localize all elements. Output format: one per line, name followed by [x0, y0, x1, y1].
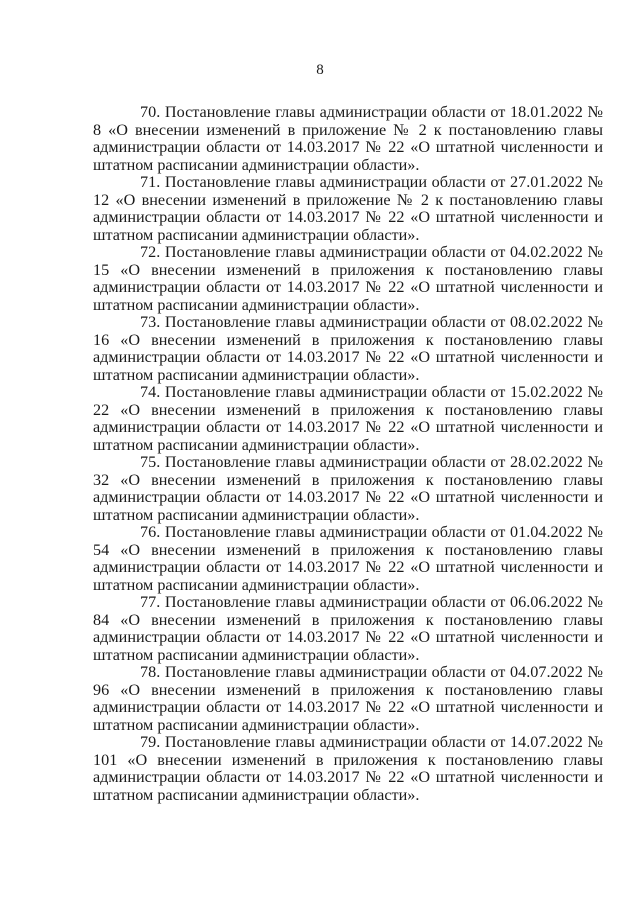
list-item: 75. Постановление главы администрации области от 28.02.2022 № 32 «О внесении изменений в приложения к постановлению главы администрации области от 14.03.2017 № 22 «О штатной численности и штатном расписании администрации области».: [93, 453, 603, 524]
list-item: 70. Постановление главы администрации области от 18.01.2022 № 8 «О внесении изменений в приложение № 2 к постановлению главы администрации области от 14.03.2017 № 22 «О штатной численности и штатном расписании администрации области».: [93, 103, 603, 174]
resolution-list: [93, 104, 603, 804]
list-item: 71. Постановление главы администрации области от 27.01.2022 № 12 «О внесении изменений в приложение № 2 к постановлению главы администрации области от 14.03.2017 № 22 «О штатной численности и штатном расписании администрации области».: [93, 173, 603, 244]
page-number: 8: [316, 62, 324, 78]
list-item: 78. Постановление главы администрации области от 04.07.2022 № 96 «О внесении изменений в приложения к постановлению главы администрации области от 14.03.2017 № 22 «О штатной численности и штатном расписании администрации области».: [93, 663, 603, 734]
list-item: 74. Постановление главы администрации области от 15.02.2022 № 22 «О внесении изменений в приложения к постановлению главы администрации области от 14.03.2017 № 22 «О штатной численности и штатном расписании администрации области».: [93, 383, 603, 454]
list-item: 77. Постановление главы администрации области от 06.06.2022 № 84 «О внесении изменений в приложения к постановлению главы администрации области от 14.03.2017 № 22 «О штатной численности и штатном расписании администрации области».: [93, 593, 603, 664]
list-item: 79. Постановление главы администрации области от 14.07.2022 № 101 «О внесении изменений в приложения к постановлению главы администрации области от 14.03.2017 № 22 «О штатной численности и штатном расписании администрации области».: [93, 733, 603, 804]
list-item: 76. Постановление главы администрации области от 01.04.2022 № 54 «О внесении изменений в приложения к постановлению главы администрации области от 14.03.2017 № 22 «О штатной численности и штатном расписании администрации области».: [93, 523, 603, 594]
list-item: 73. Постановление главы администрации области от 08.02.2022 № 16 «О внесении изменений в приложения к постановлению главы администрации области от 14.03.2017 № 22 «О штатной численности и штатном расписании администрации области».: [93, 313, 603, 384]
list-item: 72. Постановление главы администрации области от 04.02.2022 № 15 «О внесении изменений в приложения к постановлению главы администрации области от 14.03.2017 № 22 «О штатной численности и штатном расписании администрации области».: [93, 243, 603, 314]
